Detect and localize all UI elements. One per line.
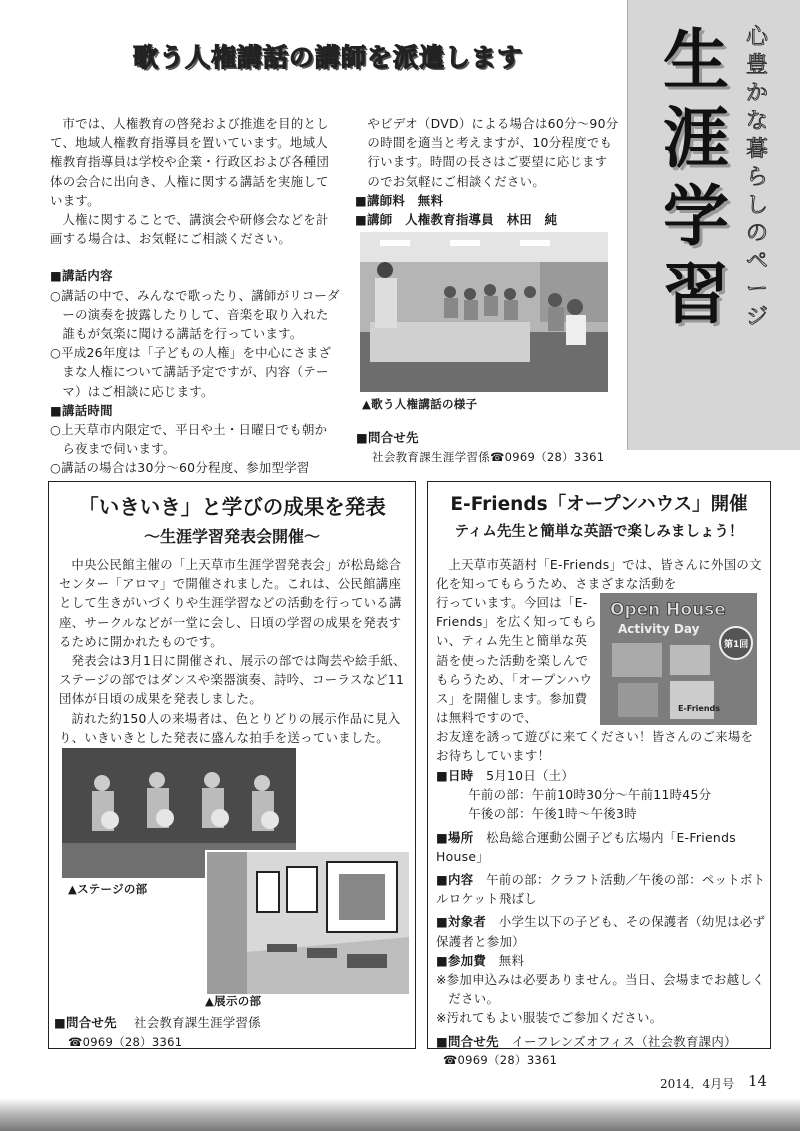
date-value: 5月10日（土） [486, 768, 575, 783]
presentation-subtitle: ～生涯学習発表会開催～ [143, 527, 320, 546]
top-intro-1: 市では、人権教育の啓発および推進を目的として、地域人権教育指導員を置いています。地域人権教育指導員は学校や企業・行政区および各種団体の会合に出向き、人権に関する講話を実施しています。 [50, 116, 330, 208]
top-article-right-column [355, 114, 620, 229]
efriends-contact-heading: ■問合せ先 [436, 1033, 499, 1049]
presentation-phone: ☎0969（28）3361 [68, 1035, 183, 1049]
top-right-text: やビデオ（DVD）による場合は60分～90分の時間を適当と考えますが、10分程度でも行います。時間の長さはご要望に応じますのでお気軽にご相談ください。 [367, 116, 619, 189]
poster-title-text: Open House [610, 600, 726, 620]
top-intro-2: 人権に関することで、講演会や研修会などを計画する場合は、お気軽にご相談ください。 [50, 212, 329, 247]
lecture-photo [360, 232, 608, 392]
time-heading: ■講話時間 [50, 402, 113, 418]
content-label: ■内容 [436, 872, 474, 888]
efriends-para-c: お友達を誘って遊びに来てください！皆さんのご来場をお待ちしています！ [436, 729, 754, 764]
stage-photo-caption: ▲ステージの部 [68, 882, 148, 896]
efriends-contact: イーフレンズオフィス（社会教育課内） [511, 1033, 737, 1049]
time-item-2: ○講話の場合は30分～60分程度、参加型学習 [50, 460, 310, 476]
top-article-left-column [50, 114, 340, 478]
entry-fee-label: ■参加費 [436, 952, 487, 968]
place-label: ■場所 [436, 829, 474, 845]
presentation-para-2: 発表会は3月1日に開催され、展示の部では陶芸や絵手紙、ステージの部ではダンスや楽器演奏、詩吟、コーラスなど11団体が日頃の成果を発表しました。 [59, 653, 406, 707]
lecture-photo-caption: ▲歌う人権講話の様子 [362, 397, 478, 411]
poster-logo-text: E-Friends [678, 704, 721, 713]
efriends-details [436, 766, 766, 1070]
footer-issue: 2014．4月号 [660, 1077, 735, 1091]
content-value: 午前の部：クラフト活動／午後の部：ペットボトルロケット飛ばし [436, 872, 766, 907]
place-value: 松島総合運動公園子ども広場内「E-Friends House」 [436, 829, 737, 864]
page-number: 14 [748, 1072, 768, 1090]
target-value: 小学生以下の子ども、その保護者（幼児は必ず保護者と参加） [436, 914, 766, 949]
exhibit-photo-caption: ▲展示の部 [205, 994, 262, 1008]
note-1: ※参加申込みは必要ありません。当日、会場までお越しください。 [436, 972, 765, 1007]
pm-session: 午後の部：午後1時～午後3時 [468, 806, 637, 822]
top-contact: 社会教育課生涯学習係☎0969（28）3361 [372, 450, 605, 464]
footer-band [0, 1098, 800, 1131]
top-article-title: 歌う人権講話の講師を派遣します [132, 43, 523, 72]
efriends-title: E-Friends「オープンハウス」開催 [450, 494, 748, 515]
presentation-para-3: 訪れた約150人の来場者は、色とりどりの展示作品に見入り、いきいきとした発表に盛んな拍手を送っていました。 [59, 710, 401, 745]
presentation-para-1: 中央公民館主催の「上天草市生涯学習発表会」が松島総合センター「アロマ」で開催されました。これは、公民館講座として生きがいづくりや生涯学習などの活動を行っている講座、サークルなどが一堂に会し、日頃の学習の成果を発表するために開かれたものです。 [59, 557, 402, 649]
efriends-para-a: 上天草市英語村「E-Friends」では、皆さんに外国の文化を知ってもらうため、さまざまな活動を [436, 557, 762, 592]
date-label: ■日時 [436, 768, 474, 783]
note-2: ※汚れてもよい服装でご参加ください。 [436, 1010, 663, 1026]
efriends-phone: ☎0969（28）3361 [442, 1052, 558, 1067]
time-item-1: ○上天草市内限定で、平日や土・日曜日でも朝から夜まで伺います。 [50, 422, 328, 457]
efriends-subtitle: ティム先生と簡単な英語で楽しみましょう！ [454, 524, 744, 540]
exhibit-photo [205, 850, 411, 996]
top-contact-heading: ■問合せ先 [356, 430, 419, 445]
content-item-1: ○講話の中で、みんなで歌ったり、講師がリコーダーの演奏を披露したりして、音楽を取り入れた誰もが気楽に聞ける講話を行っています。 [50, 287, 340, 342]
section-subtitle: 心豊かな暮らしのページ [745, 25, 768, 330]
section-title: 生涯学習 [663, 22, 729, 333]
presentation-title: 「いきいき」と学びの成果を発表 [78, 495, 386, 519]
content-heading: ■講話内容 [50, 268, 113, 284]
entry-fee-value: 無料 [498, 952, 525, 968]
content-item-2: ○平成26年度は「子どもの人権」を中心にさまざまな人権について講話予定ですが、内容（テーマ）はご相談に応じます。 [50, 345, 332, 399]
target-label: ■対象者 [436, 914, 487, 930]
open-house-poster [600, 593, 757, 725]
poster-subtitle-text: Activity Day [618, 622, 700, 636]
lecturer-line: ■講師 人権教育指導員 林田 純 [355, 212, 558, 228]
am-session: 午前の部：午前10時30分～午前11時45分 [468, 787, 712, 803]
fee-line: ■講師料 無料 [355, 192, 444, 208]
efriends-para-b: 行っています。今回は「E-Friends」を広く知ってもらい、ティム先生と簡単な英語を使った活動を楽しんでもらうため、「オープンハウス」を開催します。参加費は無料ですので、 [436, 595, 597, 726]
presentation-contact-heading: ■問合せ先 [54, 1015, 117, 1030]
presentation-contact: 社会教育課生涯学習係 [134, 1015, 261, 1030]
poster-badge-text: 第1回 [724, 640, 749, 650]
